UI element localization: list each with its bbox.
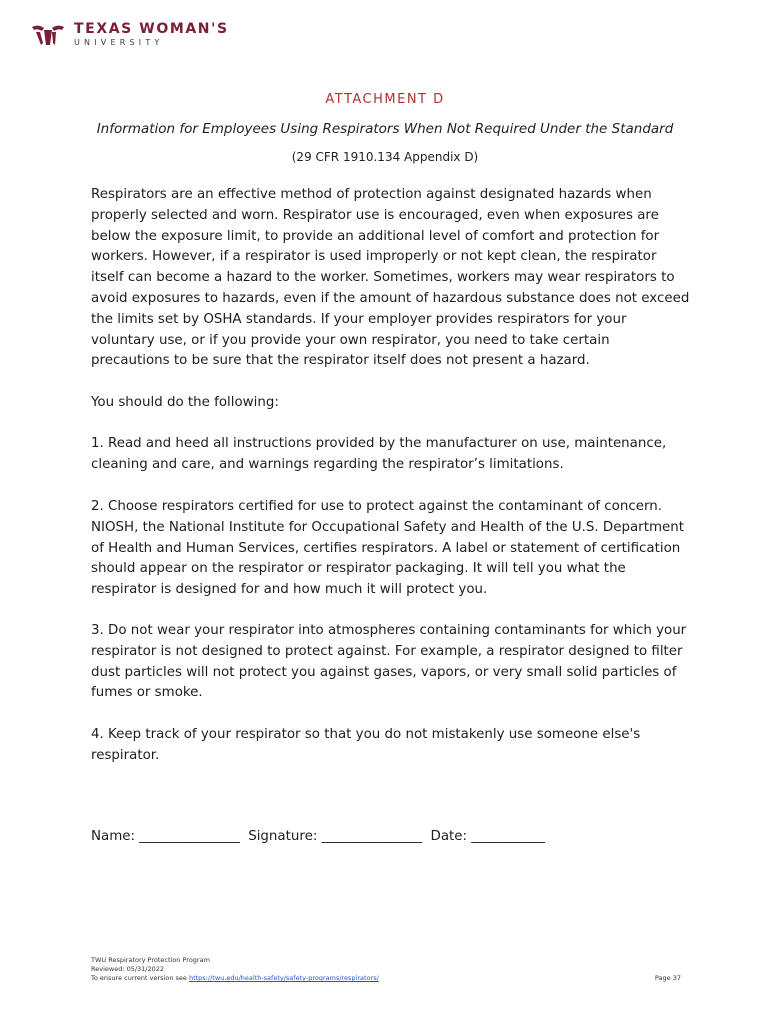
document-subtitle: Information for Employees Using Respirators When Not Required Under the Standard <box>96 121 674 137</box>
attachment-title: ATTACHMENT D <box>325 92 445 107</box>
lead-in-text: You should do the following: <box>91 395 279 410</box>
page-number: Page 37 <box>654 974 681 982</box>
logo-subline: UNIVERSITY <box>74 38 164 47</box>
intro-paragraph: Respirators are an effective method of protection against designated hazards when properly selected and worn. Respirator use is encouraged, even when exposures are below the exposure limit, to provide an additional level of comfort and protection for workers. However, if a respirator is used improperly or not kept clean, the respirator itself can become a hazard to the worker. Sometimes, workers may wear respirators to avoid exposures to hazards, even if the amount of hazardous substance does not exceed the limits set by OSHA standards. If your employer provides respirators for your voluntary use, or if you provide your own respirator, you need to take certain precautions to be sure that the respirator itself does not present a hazard. <box>91 187 690 369</box>
respirators-link[interactable]: https://twu.edu/health-safety/safety-programs/respirators/ <box>188 974 379 982</box>
regulation-reference: (29 CFR 1910.134 Appendix D) <box>291 150 479 164</box>
twu-logo <box>30 22 229 47</box>
footer-version-note <box>91 974 379 983</box>
logo-wordmark: TEXAS WOMAN'S <box>74 21 229 37</box>
footer-reviewed: Reviewed: 05/31/2022 <box>91 965 165 973</box>
instruction-item-3: 3. Do not wear your respirator into atmospheres containing contaminants for which your respirator is not designed to protect against. For example, a respirator designed to filter dust particles will not protect you against gases, vapors, or very small solid particles of fumes or smoke. <box>91 623 687 701</box>
instruction-item-1: 1. Read and heed all instructions provided by the manufacturer on use, maintenance, cleaning and care, and warnings regarding the respirator’s limitations. <box>91 436 667 472</box>
instruction-item-4: 4. Keep track of your respirator so that you do not mistakenly use someone else's respirator. <box>91 727 641 763</box>
twu-emblem-icon <box>30 23 66 47</box>
footer <box>91 956 379 983</box>
footer-version-prefix: To ensure current version see <box>91 974 189 982</box>
signature-line: Name: _______________ Signature: _______________ Date: ___________ <box>91 829 545 844</box>
footer-program: TWU Respiratory Protection Program <box>91 956 210 964</box>
instruction-item-2: 2. Choose respirators certified for use to protect against the contaminant of concern. NIOSH, the National Institute for Occupational Safety and Health of the U.S. Department of Health and Human Services, certifies respirators. A label or statement of certification should appear on the respirator or respirator packaging. It will tell you what the respirator is designed for and how much it will protect you. <box>91 499 684 598</box>
